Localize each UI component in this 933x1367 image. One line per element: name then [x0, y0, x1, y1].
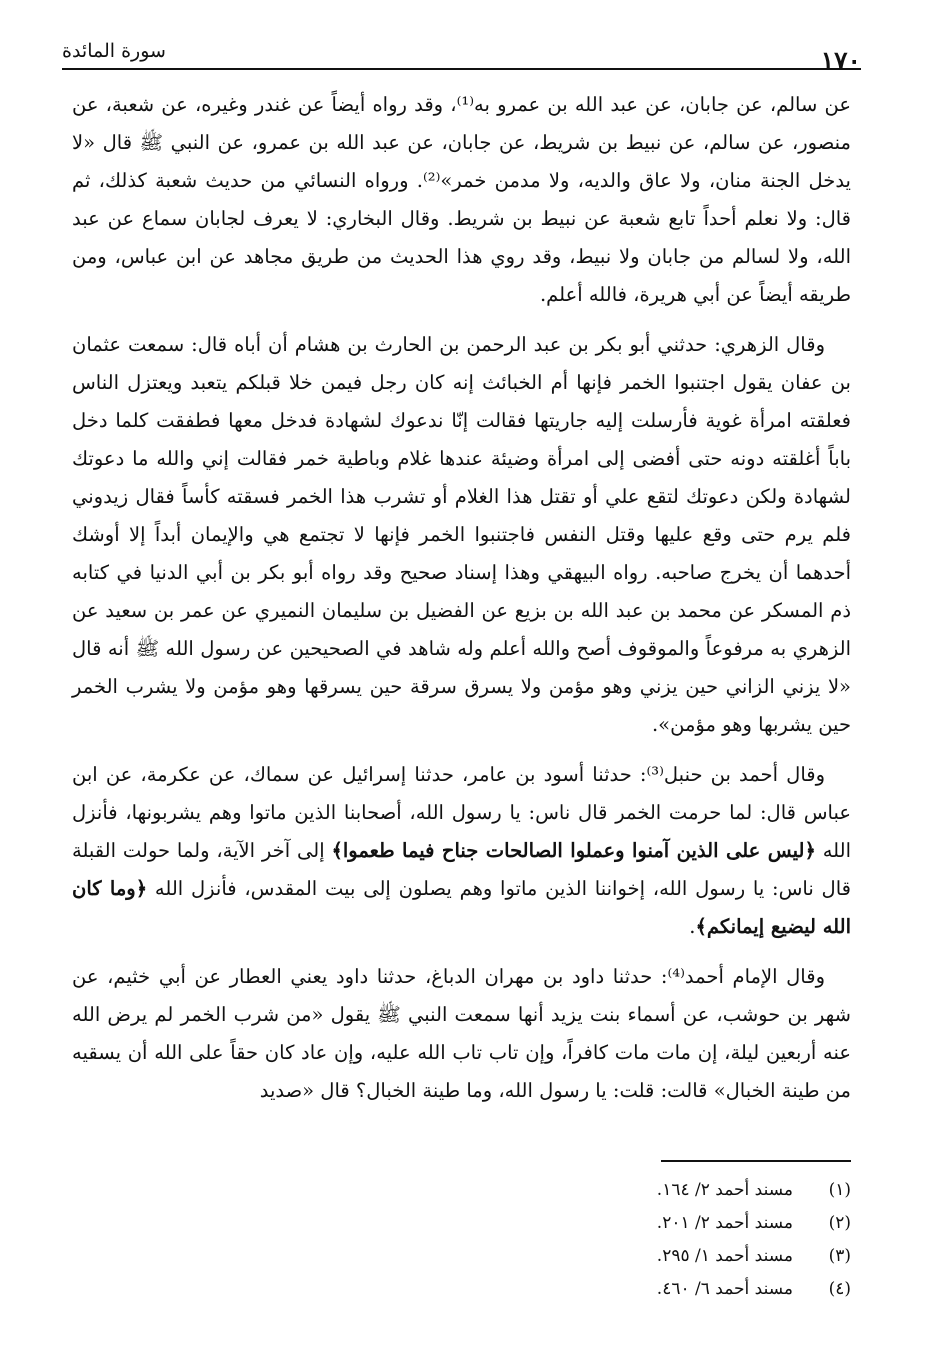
paragraph-3: [72, 756, 851, 946]
footnote-number: (١): [828, 1180, 851, 1200]
footnote-item: [72, 1207, 851, 1240]
paragraph-3-text-b: إلى آخر الآية، ولما حولت القبلة قال ناس: يا رسول الله، إخواننا الذين ماتوا وهم يصلون إلى بيت المقدس، فأنزل الله: [72, 839, 851, 900]
page-header: [62, 38, 861, 75]
paragraph-4: وقال الإمام أحمد⁽⁴⁾: حدثنا داود بن مهران الدباغ، حدثنا داود يعني العطار عن أبي خثيم، عن شهر بن حوشب، عن أسماء بنت يزيد أنها سمعت النبي ﷺ يقول «من شرب الخمر لم يرض الله عنه أربعين ليلة، إن مات مات كافراً، وإن تاب تاب الله عليه، وإن عاد كان حقاً على الله أن يسقيه من طينة الخبال» قالت: قلت: يا رسول الله، وما طينة الخبال؟ قال «صديد: [72, 965, 851, 1102]
footnote-item: [72, 1273, 851, 1306]
quran-verse-2: ﴿وما كان الله ليضيع إيمانكم﴾: [72, 877, 851, 938]
footnotes: [72, 1174, 851, 1306]
footnote-number: (٤): [828, 1279, 851, 1299]
footnote-number: (٢): [828, 1213, 851, 1233]
paragraph-2: وقال الزهري: حدثني أبو بكر بن عبد الرحمن بن الحارث بن هشام أن أباه قال: سمعت عثمان بن عفان يقول اجتنبوا الخمر فإنها أم الخبائث إنه كان رجل فيمن خلا قبلكم يتعبد ويعتزل الناس فعلقته امرأة غوية فأرسلت إليه جاريتها فقالت إنّا ندعوك لشهادة فدخل معها فطفقت كلما دخل باباً أغلقته دونه حتى أفضى إلى امرأة وضيئة عندها غلام وباطية خمر فقالت إني والله ما دعوتك لشهادة ولكن دعوتك لتقع علي أو تقتل هذا الغلام أو تشرب هذا الخمر فسقته كأساً فقال زيدوني فلم يرم حتى وقع عليها وقتل النفس فاجتنبوا الخمر فإنها لا تجتمع هي والإيمان أبداً إلا أوشك أحدهما أن يخرج صاحبه. رواه البيهقي وهذا إسناد صحيح وقد رواه أبو بكر بن أبي الدنيا في كتابه ذم المسكر عن محمد بن عبد الله بن بزيع عن الفضيل بن سليمان النميري عن عمر بن سعيد عن الزهري به مرفوعاً والموقوف أصح والله أعلم وله شاهد في الصحيحين عن رسول الله ﷺ أنه قال «لا يزني الزاني حين يزني وهو مؤمن ولا يسرق سرقة حين يسرقها وهو مؤمن ولا يشرب الخمر حين يشربها وهو مؤمن».: [72, 333, 851, 736]
footnote-divider: [661, 1160, 851, 1162]
footnote-text: مسند أحمد ٢/ ١٦٤.: [656, 1180, 793, 1200]
paragraph-3-text-a: وقال أحمد بن حنبل⁽³⁾: حدثنا أسود بن عامر، حدثنا إسرائيل عن سماك، عن عكرمة، عن ابن عباس قال: لما حرمت الخمر قال ناس: يا رسول الله، أصحابنا الذين ماتوا وهم يشربونها، فأنزل الله: [72, 763, 851, 862]
quran-verse-1: ﴿ليس على الذين آمنوا وعملوا الصالحات جناح فيما طعموا﴾: [331, 839, 816, 862]
footnote-text: مسند أحمد ١/ ٢٩٥.: [656, 1246, 793, 1266]
page-number: ١٧٠: [820, 46, 861, 75]
paragraph-3-text-c: .: [689, 915, 696, 938]
footnote-text: مسند أحمد ٦/ ٤٦٠.: [656, 1279, 793, 1299]
footnote-item: [72, 1240, 851, 1273]
footnote-item: [72, 1174, 851, 1207]
main-text: [72, 86, 851, 1122]
footnote-number: (٣): [828, 1246, 851, 1266]
running-title: سورة المائدة: [62, 40, 166, 62]
paragraph-1: عن سالم، عن جابان، عن عبد الله بن عمرو به⁽¹⁾، وقد رواه أيضاً عن غندر وغيره، عن شعبة، عن منصور، عن سالم، عن نبيط بن شريط، عن جابان، عن عبد الله بن عمرو، عن النبي ﷺ قال «لا يدخل الجنة منان، ولا عاق والديه، ولا مدمن خمر»⁽²⁾. ورواه النسائي من حديث شعبة كذلك، ثم قال: ولا نعلم أحداً تابع شعبة عن نبيط بن شريط. وقال البخاري: لا يعرف لجابان سماع عن عبد الله، ولا لسالم من جابان ولا نبيط، وقد روي هذا الحديث من طريق مجاهد عن ابن عباس، ومن طريقه أيضاً عن أبي هريرة، فالله أعلم.: [72, 93, 851, 306]
footnote-text: مسند أحمد ٢/ ٢٠١.: [656, 1213, 793, 1233]
